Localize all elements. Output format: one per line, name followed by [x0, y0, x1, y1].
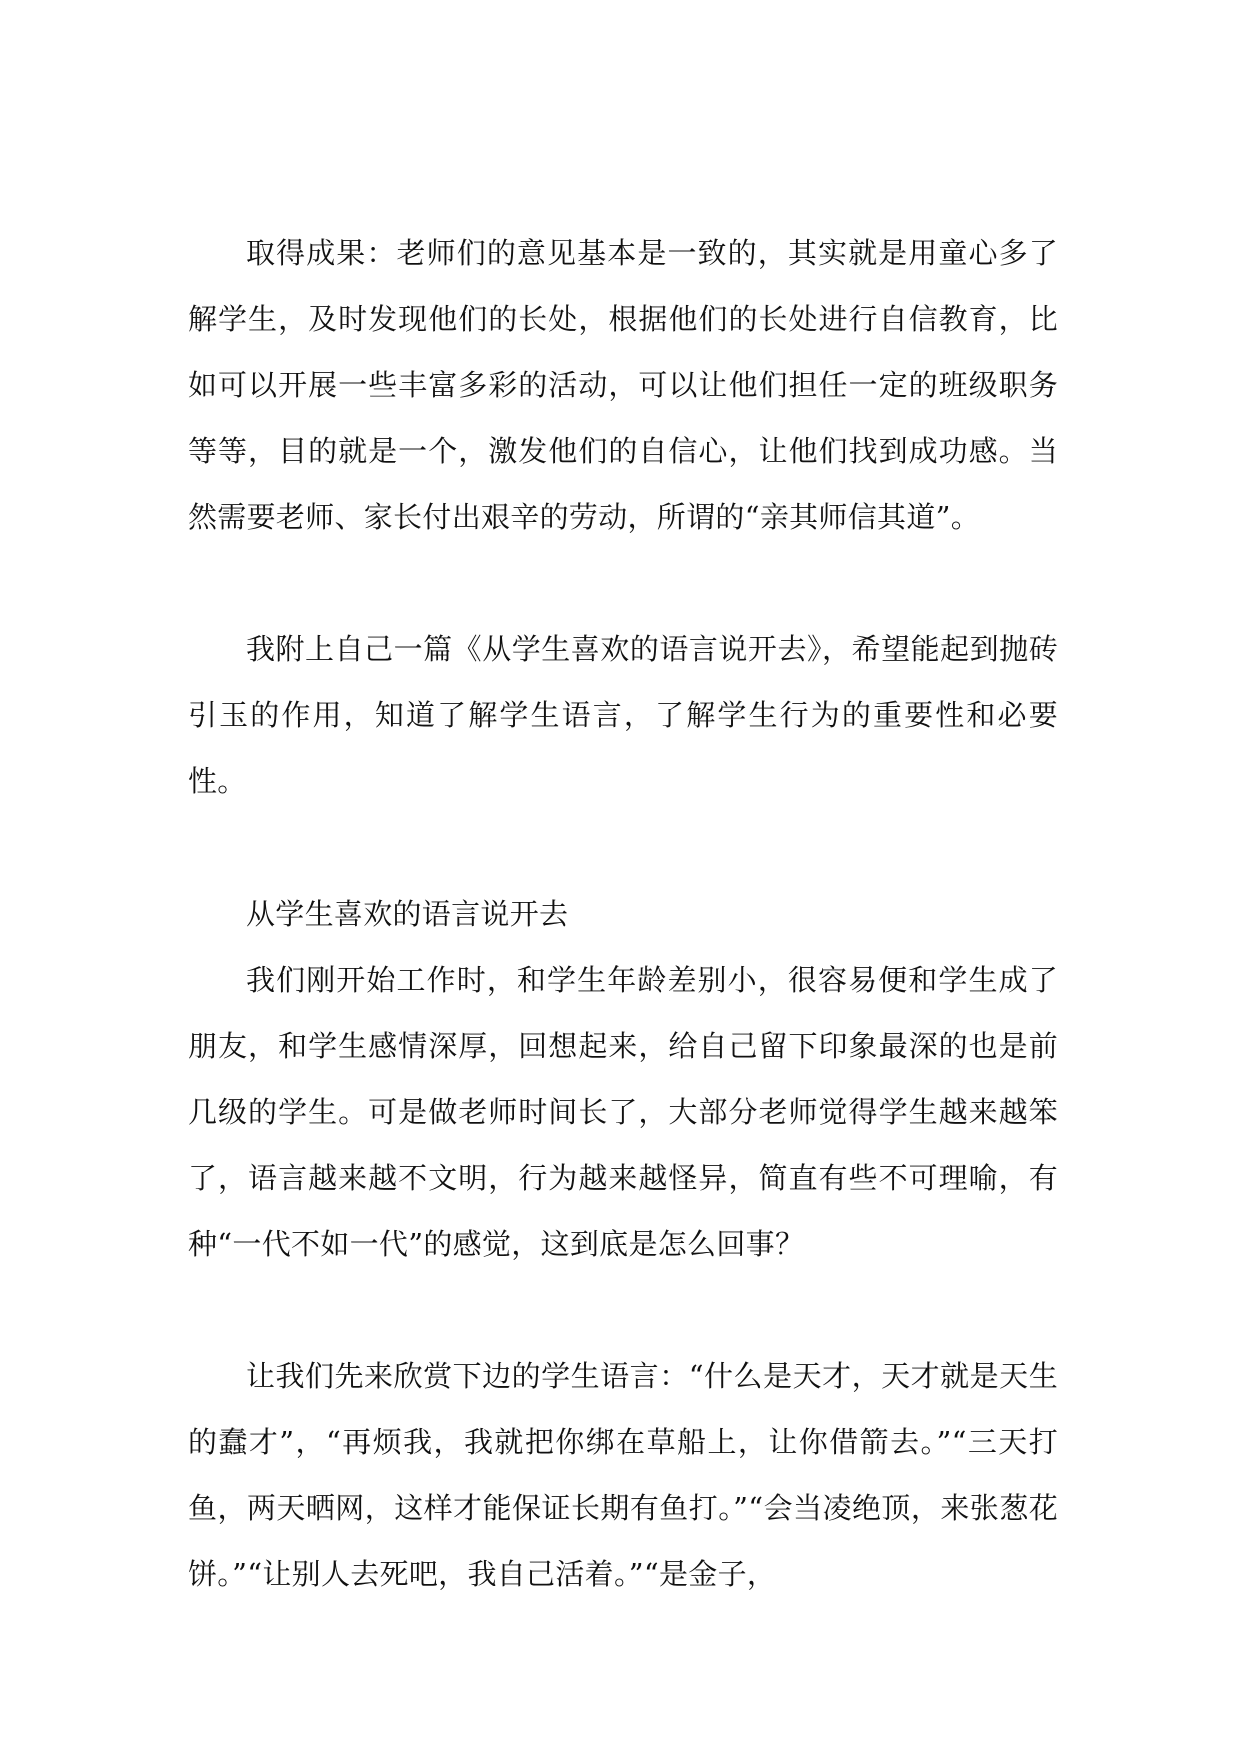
paragraph-intro: 我们刚开始工作时，和学生年龄差别小，很容易便和学生成了朋友，和学生感情深厚，回想起来，给自己留下印象最深的也是前几级的学生。可是做老师时间长了，大部分老师觉得学生越来越笨了，语言越来越不文明，行为越来越怪异，简直有些不可理喻，有种“一代不如一代”的感觉，这到底是怎么回事？ — [188, 963, 1058, 1261]
paragraph-results: 取得成果：老师们的意见基本是一致的，其实就是用童心多了解学生，及时发现他们的长处，根据他们的长处进行自信教育，比如可以开展一些丰富多彩的活动，可以让他们担任一定的班级职务等等，目的就是一个，激发他们的自信心，让他们找到成功感。当然需要老师、家长付出艰辛的劳动，所谓的“亲其师信其道”。 — [188, 236, 1058, 534]
article-title: 从学生喜欢的语言说开去 — [246, 897, 569, 931]
paragraph-student-language: 让我们先来欣赏下边的学生语言：“什么是天才，天才就是天生的蠢才”，“再烦我，我就把你绑在草船上，让你借箭去。”“三天打鱼，两天晒网，这样才能保证长期有鱼打。”“会当凌绝顶，来张葱花饼。”“让别人去死吧，我自己活着。”“是金子， — [188, 1359, 1058, 1591]
paragraph-attachment-note: 我附上自己一篇《从学生喜欢的语言说开去》，希望能起到抛砖引玉的作用，知道了解学生语言，了解学生行为的重要性和必要性。 — [188, 632, 1058, 798]
